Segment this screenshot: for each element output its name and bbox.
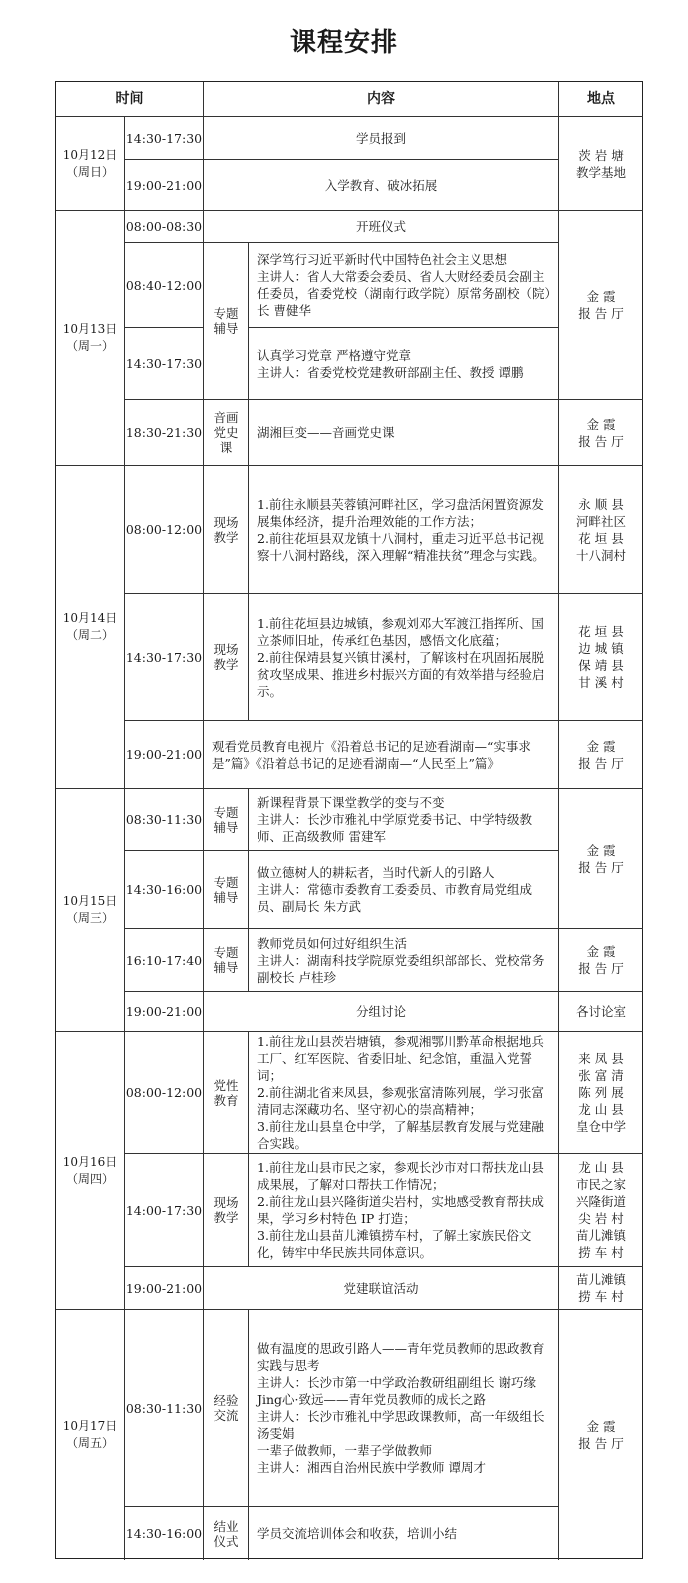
date-oct15: 10月15日 （周三） [56,789,125,1032]
place-cell: 金 霞 报 告 厅 [559,789,643,929]
time-cell: 14:30-17:30 [125,594,204,721]
type-cell: 现场 教学 [204,466,249,594]
time-cell: 14:30-17:30 [125,117,204,160]
content-cell: 1.前往永顺县芙蓉镇河畔社区，学习盘活闲置资源发展集体经济，提升治理效能的工作方法； 2.前往花垣县双龙镇十八洞村，重走习近平总书记视察十八洞村路线，深入理解“精准扶贫”理念与实践。 [249,466,559,594]
content-cell: 认真学习党章 严格遵守党章 主讲人：省委党校党建教研部副主任、教授 谭鹏 [249,328,559,400]
content-cell: 深学笃行习近平新时代中国特色社会主义思想 主讲人：省人大常委会委员、省人大财经委员会副主任委员，省委党校（湖南行政学院）原常务副校（院）长 曹健华 [249,243,559,328]
type-cell: 结业 仪式 [204,1507,249,1560]
content-cell: 开班仪式 [204,211,559,243]
content-cell: 1.前往龙山县市民之家，参观长沙市对口帮扶龙山县成果展，了解对口帮扶工作情况； 2.前往龙山县兴隆街道尖岩村，实地感受教育帮扶成果，学习乡村特色 IP 打造； 3.前往龙山县苗儿滩镇捞车村，了解土家族民俗文化，铸牢中华民族共同体意识。 [249,1154,559,1267]
place-cell: 金 霞 报 告 厅 [559,400,643,466]
content-cell: 学员报到 [204,117,559,160]
header-content: 内容 [204,82,559,117]
place-cell: 苗儿滩镇 捞 车 村 [559,1267,643,1310]
page-title: 课程安排 [289,28,398,58]
content-cell: 1.前往龙山县茨岩塘镇，参观湘鄂川黔革命根据地兵工厂、红军医院、省委旧址、纪念馆，重温入党誓词； 2.前往湖北省来凤县，参观张富清陈列展，学习张富清同志深藏功名、坚守初心的崇高精神； 3.前往龙山县皇仓中学，了解基层教育发展与党建融合实践。 [249,1032,559,1154]
time-cell: 08:00-12:00 [125,466,204,594]
date-oct16: 10月16日 （周四） [56,1032,125,1310]
time-cell: 08:00-08:30 [125,211,204,243]
type-cell: 现场 教学 [204,594,249,721]
type-cell: 经验 交流 [204,1310,249,1507]
time-cell: 14:00-17:30 [125,1154,204,1267]
content-cell: 新课程背景下课堂教学的变与不变 主讲人：长沙市雅礼中学原党委书记、中学特级教师、正高级教师 雷建军 [249,789,559,851]
schedule-table [55,81,643,1559]
time-cell: 08:30-11:30 [125,1310,204,1507]
content-cell: 入学教育、破冰拓展 [204,160,559,211]
type-cell: 现场 教学 [204,1154,249,1267]
header-time: 时间 [56,82,204,117]
type-cell: 专题 辅导 [204,851,249,929]
time-cell: 19:00-21:00 [125,1267,204,1310]
date-oct12: 10月12日 （周日） [56,117,125,211]
time-cell: 14:30-16:00 [125,851,204,929]
place-cell: 永 顺 县 河畔社区 花 垣 县 十八洞村 [559,466,643,594]
time-cell: 18:30-21:30 [125,400,204,466]
place-cell: 来 凤 县 张 富 清 陈 列 展 龙 山 县 皇仓中学 [559,1032,643,1154]
time-cell: 08:40-12:00 [125,243,204,328]
place-cell: 茨 岩 塘 教学基地 [559,117,643,211]
type-cell: 专题 辅导 [204,929,249,992]
content-cell: 湖湘巨变——音画党史课 [249,400,559,466]
place-cell: 各讨论室 [559,992,643,1032]
place-cell: 花 垣 县 边 城 镇 保 靖 县 甘 溪 村 [559,594,643,721]
content-cell: 做有温度的思政引路人——青年党员教师的思政教育实践与思考 主讲人：长沙市第一中学政治教研组副组长 谢巧缘 Jing心·致远——青年党员教师的成长之路 主讲人：长沙市雅礼中学思政课教师，高一年级组长 汤雯娟 一辈子做教师，一辈子学做教师 主讲人：湘西自治州民族中学教师 谭周才 [249,1310,559,1507]
place-cell: 金 霞 报 告 厅 [559,211,643,400]
place-cell: 金 霞 报 告 厅 [559,929,643,992]
date-oct17: 10月17日 （周五） [56,1310,125,1560]
time-cell: 19:00-21:00 [125,721,204,789]
place-cell: 龙 山 县 市民之家 兴隆街道 尖 岩 村 苗儿滩镇 捞 车 村 [559,1154,643,1267]
type-cell: 音画 党史 课 [204,400,249,466]
type-cell: 专题 辅导 [204,789,249,851]
content-cell: 分组讨论 [204,992,559,1032]
type-cell: 专题 辅导 [204,243,249,400]
content-cell: 做立德树人的耕耘者，当时代新人的引路人 主讲人：常德市委教育工委委员、市教育局党组成员、副局长 朱方武 [249,851,559,929]
time-cell: 08:30-11:30 [125,789,204,851]
time-cell: 19:00-21:00 [125,160,204,211]
time-cell: 16:10-17:40 [125,929,204,992]
date-oct13: 10月13日 （周一） [56,211,125,466]
time-cell: 19:00-21:00 [125,992,204,1032]
header-place: 地点 [559,82,643,117]
content-cell: 1.前往花垣县边城镇，参观刘邓大军渡江指挥所、国立茶师旧址，传承红色基因，感悟文化底蕴； 2.前往保靖县复兴镇甘溪村，了解该村在巩固拓展脱贫攻坚成果、推进乡村振兴方面的有效举措与经验启示。 [249,594,559,721]
place-cell: 金 霞 报 告 厅 [578,1419,624,1451]
content-cell: 观看党员教育电视片《沿着总书记的足迹看湖南—“实事求是”篇》《沿着总书记的足迹看湖南—“人民至上”篇》 [204,721,559,789]
time-cell: 14:30-16:00 [125,1507,204,1560]
type-cell: 党性 教育 [204,1032,249,1154]
content-cell: 学员交流培训体会和收获，培训小结 [249,1507,559,1560]
time-cell: 14:30-17:30 [125,328,204,400]
date-oct14: 10月14日 （周二） [56,466,125,789]
place-cell: 金 霞 报 告 厅 [559,721,643,789]
content-cell: 教师党员如何过好组织生活 主讲人：湖南科技学院原党委组织部部长、党校常务副校长 卢桂珍 [249,929,559,992]
time-cell: 08:00-12:00 [125,1032,204,1154]
content-cell: 党建联谊活动 [204,1267,559,1310]
